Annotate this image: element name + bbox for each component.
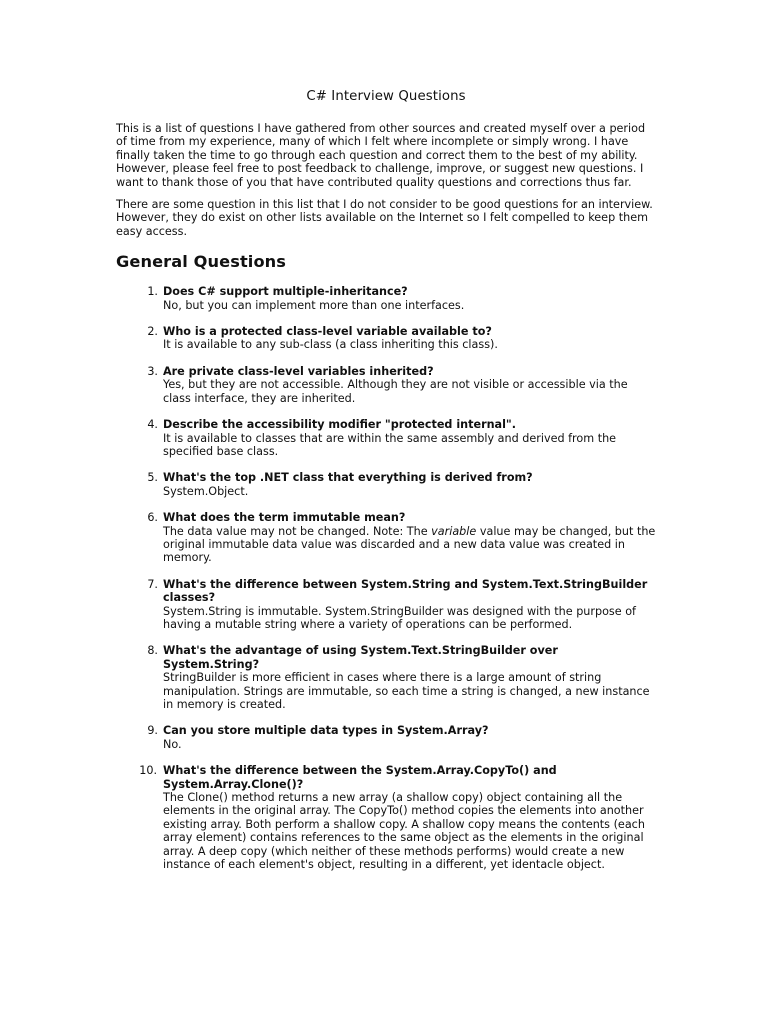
question-item-2 [116, 325, 656, 352]
section-title: General Questions [116, 252, 287, 272]
answer-text: System.Object. [163, 484, 249, 498]
intro-paragraph-1: This is a list of questions I have gathered from other sources and created myself over a period of time from my experience, many of which I felt where incomplete or simply wrong. I have finally taken the time to go through each question and correct them to the best of my ability. However, please feel free to post feedback to challenge, improve, or suggest new questions. I want to thank those of you that have contributed quality questions and corrections thus far. [116, 122, 646, 189]
question-number: 6. [147, 511, 158, 525]
answer-text: It is available to any sub-class (a class inheriting this class). [163, 338, 498, 352]
question-text: What's the difference between the System.Array.CopyTo() and System.Array.Clone()? [163, 764, 557, 791]
question-item-5 [116, 471, 656, 498]
answer-text-end: value may be changed, but the original immutable data value was discarded and a new data value was created in memory. [163, 524, 656, 565]
question-text: Are private class-level variables inherited? [163, 364, 434, 378]
question-item-4 [116, 418, 656, 458]
answer-text: No. [163, 737, 182, 751]
answer-text: StringBuilder is more efficient in cases where there is a large amount of string manipulation. Strings are immutable, so each time a string is changed, a new instance in memory is created. [163, 671, 650, 711]
question-text: Does C# support multiple-inheritance? [163, 285, 408, 299]
question-text: Can you store multiple data types in System.Array? [163, 724, 489, 738]
question-number: 9. [147, 724, 158, 738]
question-item-8 [116, 644, 656, 711]
question-number: 2. [147, 325, 158, 339]
question-text: Who is a protected class-level variable available to? [163, 325, 492, 339]
question-number: 5. [147, 471, 158, 485]
document-page [116, 88, 656, 884]
question-text: Describe the accessibility modifier "protected internal". [163, 418, 517, 432]
answer-emphasis: variable [431, 524, 477, 538]
question-number: 3. [147, 364, 158, 378]
question-list [116, 285, 656, 871]
intro-paragraph-2: There are some question in this list that I do not consider to be good questions for an interview. However, they do exist on other lists available on the Internet so I felt compelled to keep them easy access. [116, 198, 653, 238]
question-item-6 [116, 511, 656, 565]
question-item-7 [116, 578, 656, 632]
answer-text: It is available to classes that are within the same assembly and derived from the specified base class. [163, 431, 617, 458]
answer-text-start: The data value may not be changed. Note: The [163, 524, 432, 538]
question-text: What's the top .NET class that everything is derived from? [163, 471, 533, 485]
question-text: What does the term immutable mean? [163, 511, 406, 525]
question-text: What's the advantage of using System.Text.StringBuilder over System.String? [163, 644, 558, 671]
answer-text: System.String is immutable. System.StringBuilder was designed with the purpose of having a mutable string where a variety of operations can be performed. [163, 604, 636, 631]
question-number: 10. [139, 764, 157, 778]
question-item-9 [116, 724, 656, 751]
question-number: 1. [147, 285, 158, 299]
question-item-10 [116, 764, 656, 871]
answer-text: The Clone() method returns a new array (a shallow copy) object containing all the elements in the original array. The CopyTo() method copies the elements into another existing array. Both perform a shallow copy. A shallow copy means the contents (each array element) contains references to the same object as the elements in the original array. A deep copy (which neither of these methods performs) would create a new instance of each element's object, resulting in a different, yet identacle object. [163, 791, 645, 872]
answer-text [163, 525, 656, 565]
document-title: C# Interview Questions [306, 89, 466, 104]
answer-text: Yes, but they are not accessible. Although they are not visible or accessible via the class interface, they are inherited. [163, 378, 628, 405]
question-item-1 [116, 285, 656, 312]
question-number: 7. [147, 577, 158, 591]
answer-text: No, but you can implement more than one interfaces. [163, 298, 465, 312]
question-text: What's the difference between System.String and System.Text.StringBuilder classes? [163, 577, 648, 605]
question-item-3 [116, 365, 656, 405]
question-number: 8. [147, 644, 158, 658]
question-number: 4. [147, 418, 158, 432]
